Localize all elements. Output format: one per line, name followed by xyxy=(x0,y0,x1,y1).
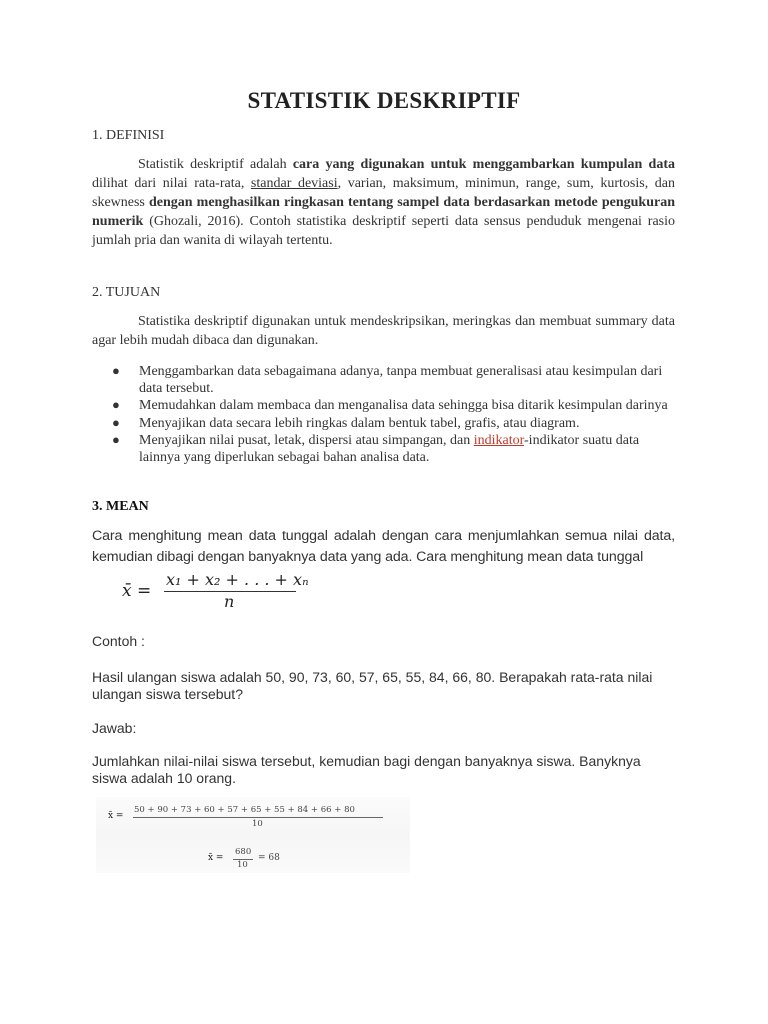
langkah-text: Jumlahkan nilai-nilai siswa tersebut, kemudian bagi dengan banyaknya siswa. Banyknya siswa adalah 10 orang. xyxy=(92,753,641,786)
formula-lhs: x̄ = xyxy=(122,581,152,601)
calc1-fraction-bar xyxy=(133,817,383,818)
bullet-icon: ● xyxy=(112,432,120,447)
section-heading-tujuan: 2. TUJUAN xyxy=(92,285,161,300)
calc2-numerator: 680 xyxy=(235,847,252,857)
mean-formula xyxy=(118,570,308,614)
page-title: STATISTIK DESKRIPTIF xyxy=(247,88,521,113)
indikator-link[interactable]: indikator xyxy=(473,433,525,448)
soal-text: Hasil ulangan siswa adalah 50, 90, 73, 60, 57, 65, 55, 84, 66, 80. Berapakah rata-rata nilai ulangan siswa tersebut? xyxy=(92,669,653,702)
list-item-text-b: -indikator suatu data lainnya yang diperlukan sebagai bahan analisa data. xyxy=(139,433,640,465)
list-item-text: Menggambarkan data sebagaimana adanya, tanpa membuat generalisasi atau kesimpulan dari data tersebut. xyxy=(139,364,663,396)
tujuan-paragraph: Statistika deskriptif digunakan untuk mendeskripsikan, meringkas dan membuat summary data agar lebih mudah dibaca dan digunakan. xyxy=(92,314,675,348)
bullet-icon: ● xyxy=(112,363,120,378)
calc1-denominator: 10 xyxy=(252,819,263,829)
calc2-result: = 68 xyxy=(258,853,280,863)
mean-paragraph: Cara menghitung mean data tunggal adalah dengan cara menjumlahkan semua nilai data, kemudian dibagi dengan banyaknya data yang ada. Cara menghitung mean data tunggal xyxy=(92,528,675,565)
bullet-icon: ● xyxy=(112,397,120,412)
jawab-label: Jawab: xyxy=(92,720,137,736)
calc1-lhs: x̄ = xyxy=(108,811,124,821)
formula-denominator: n xyxy=(224,592,235,611)
tujuan-list xyxy=(112,364,678,467)
contoh-label: Contoh : xyxy=(92,633,145,649)
list-item-text: Memudahkan dalam membaca dan menganalisa data sehingga bisa ditarik kesimpulan darinya xyxy=(139,398,668,413)
section-heading-mean: 3. MEAN xyxy=(92,499,149,514)
standar-deviasi-link[interactable]: standar deviasi xyxy=(250,176,338,191)
list-item xyxy=(112,364,678,397)
bullet-icon: ● xyxy=(112,414,120,430)
calc1-numerator: 50 + 90 + 73 + 60 + 57 + 65 + 55 + 84 + 66 + 80 xyxy=(134,805,355,815)
list-item-text-a: Menyajikan nilai pusat, letak, dispersi atau simpangan, dan xyxy=(139,433,474,448)
list-item xyxy=(112,416,678,433)
definition-bold-1: cara yang digunakan untuk menggambarkan kumpulan data xyxy=(292,157,675,172)
formula-numerator: x₁ + x₂ + . . . + xₙ xyxy=(166,570,309,589)
definition-text-1: Statistik deskriptif adalah xyxy=(138,157,293,172)
definition-paragraph xyxy=(92,155,675,250)
list-item-text: Menyajikan data secara lebih ringkas dalam bentuk tabel, grafis, atau diagram. xyxy=(139,415,580,431)
definition-text-3: , varian, maksimum, minimun, range, sum, kurtosis, dan skewness xyxy=(92,176,675,210)
definition-bold-2: dengan menghasilkan ringkasan tentang sampel data berdasarkan metode pengukuran numerik xyxy=(92,195,675,229)
calc2-lhs: x̄ = xyxy=(208,853,224,863)
definition-text-4: (Ghozali, 2016). Contoh statistika deskriptif seperti data sensus penduduk mengenai rasio jumlah pria dan wanita di wilayah tertentu. xyxy=(92,214,675,248)
calc2-denominator: 10 xyxy=(237,860,248,870)
list-item xyxy=(112,433,678,466)
list-item xyxy=(112,398,678,415)
section-heading-definisi: 1. DEFINISI xyxy=(92,128,165,143)
calculation-figure xyxy=(96,797,410,873)
definition-text-2: dilihat dari nilai rata-rata, xyxy=(92,176,251,191)
